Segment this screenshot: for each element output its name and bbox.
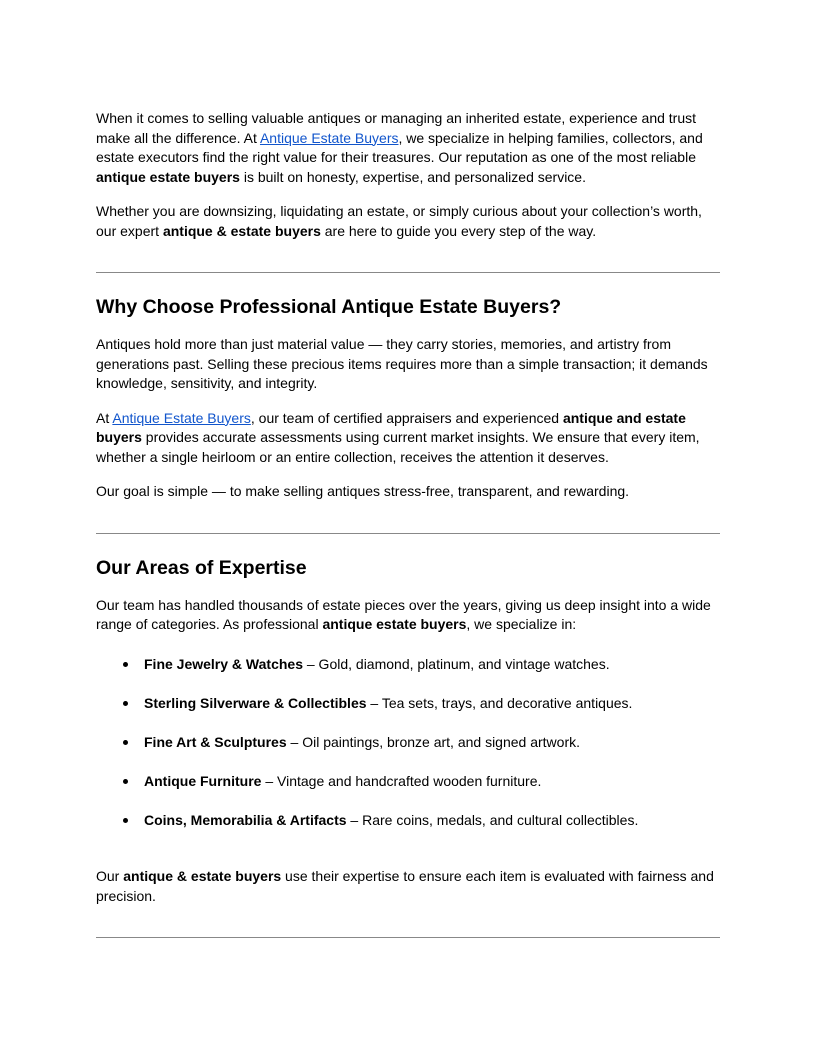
bold-text: antique and estate buyers [96,409,686,445]
text-run: use their expertise to ensure each item is evaluated with fairness and precision. [96,868,714,904]
paragraph-expertise-intro [96,596,720,635]
paragraph-why-choose-1 [96,335,720,394]
list-item [96,811,720,831]
text-run: is built on honesty, expertise, and personalized service. [239,168,586,185]
text-run: At [96,409,113,426]
text-run: – Oil paintings, bronze art, and signed artwork. [286,733,581,750]
text-run: Antiques hold more than just material value — they carry stories, memories, and artistry from generations past. Selling these precious items requires more than a simple transaction; it demands knowledge, sensitivity, and integrity. [96,336,708,391]
bold-text: Fine Art & Sculptures [144,733,287,750]
paragraph-intro-2 [96,202,720,241]
paragraph-expertise-closing [96,867,720,906]
bold-text: antique estate buyers [96,168,240,185]
bold-text: antique & estate buyers [123,868,282,884]
text-run: Whether you are downsizing, liquidating an estate, or simply curious about your collection’s worth, our expert [96,203,702,239]
inline-link[interactable]: Antique Estate Buyers [259,129,399,146]
paragraph-intro-1 [96,109,720,187]
horizontal-rule [96,533,720,534]
text-run: – Rare coins, medals, and cultural collectibles. [346,811,639,828]
list-item [96,694,720,714]
text-run: , we specialize in helping families, collectors, and estate executors find the right value for their treasures. Our reputation as one of the most reliable [96,129,703,165]
text-run: – Tea sets, trays, and decorative antiques. [366,694,633,711]
text-run: are here to guide you every step of the way. [320,222,597,239]
text-run: – Vintage and handcrafted wooden furniture. [261,772,542,789]
bold-text: Coins, Memorabilia & Artifacts [144,811,347,828]
list-item [96,772,720,792]
text-run: – Gold, diamond, platinum, and vintage watches. [302,655,610,672]
bold-text: antique & estate buyers [162,222,321,239]
bold-text: Sterling Silverware & Collectibles [144,694,367,711]
text-run: Our goal is simple — to make selling antiques stress-free, transparent, and rewarding. [96,483,630,499]
section-heading-why-choose: Why Choose Professional Antique Estate Buyers? [96,296,562,318]
paragraph-why-choose-3 [96,482,720,502]
text-run: provides accurate assessments using current market insights. We ensure that every item, whether a single heirloom or an entire collection, receives the attention it deserves. [96,429,700,465]
list-item [96,655,720,675]
section-heading-expertise: Our Areas of Expertise [96,556,307,579]
horizontal-rule [96,937,720,938]
text-run: Our [96,868,124,884]
text-run: Our team has handled thousands of estate pieces over the years, giving us deep insight into a wide range of categories. As professional [96,596,711,632]
bold-text: Fine Jewelry & Watches [144,655,303,672]
text-run: , we specialize in: [466,616,577,632]
inline-link[interactable]: Antique Estate Buyers [112,409,251,426]
text-run: When it comes to selling valuable antiques or managing an inherited estate, experience and trust make all the difference. At [96,110,697,146]
text-run: , our team of certified appraisers and experienced [250,409,563,426]
list-item [96,733,720,753]
expertise-list [96,655,720,831]
bold-text: antique estate buyers [322,616,467,632]
bold-text: Antique Furniture [144,772,262,789]
horizontal-rule [96,272,720,273]
paragraph-why-choose-2 [96,409,720,468]
